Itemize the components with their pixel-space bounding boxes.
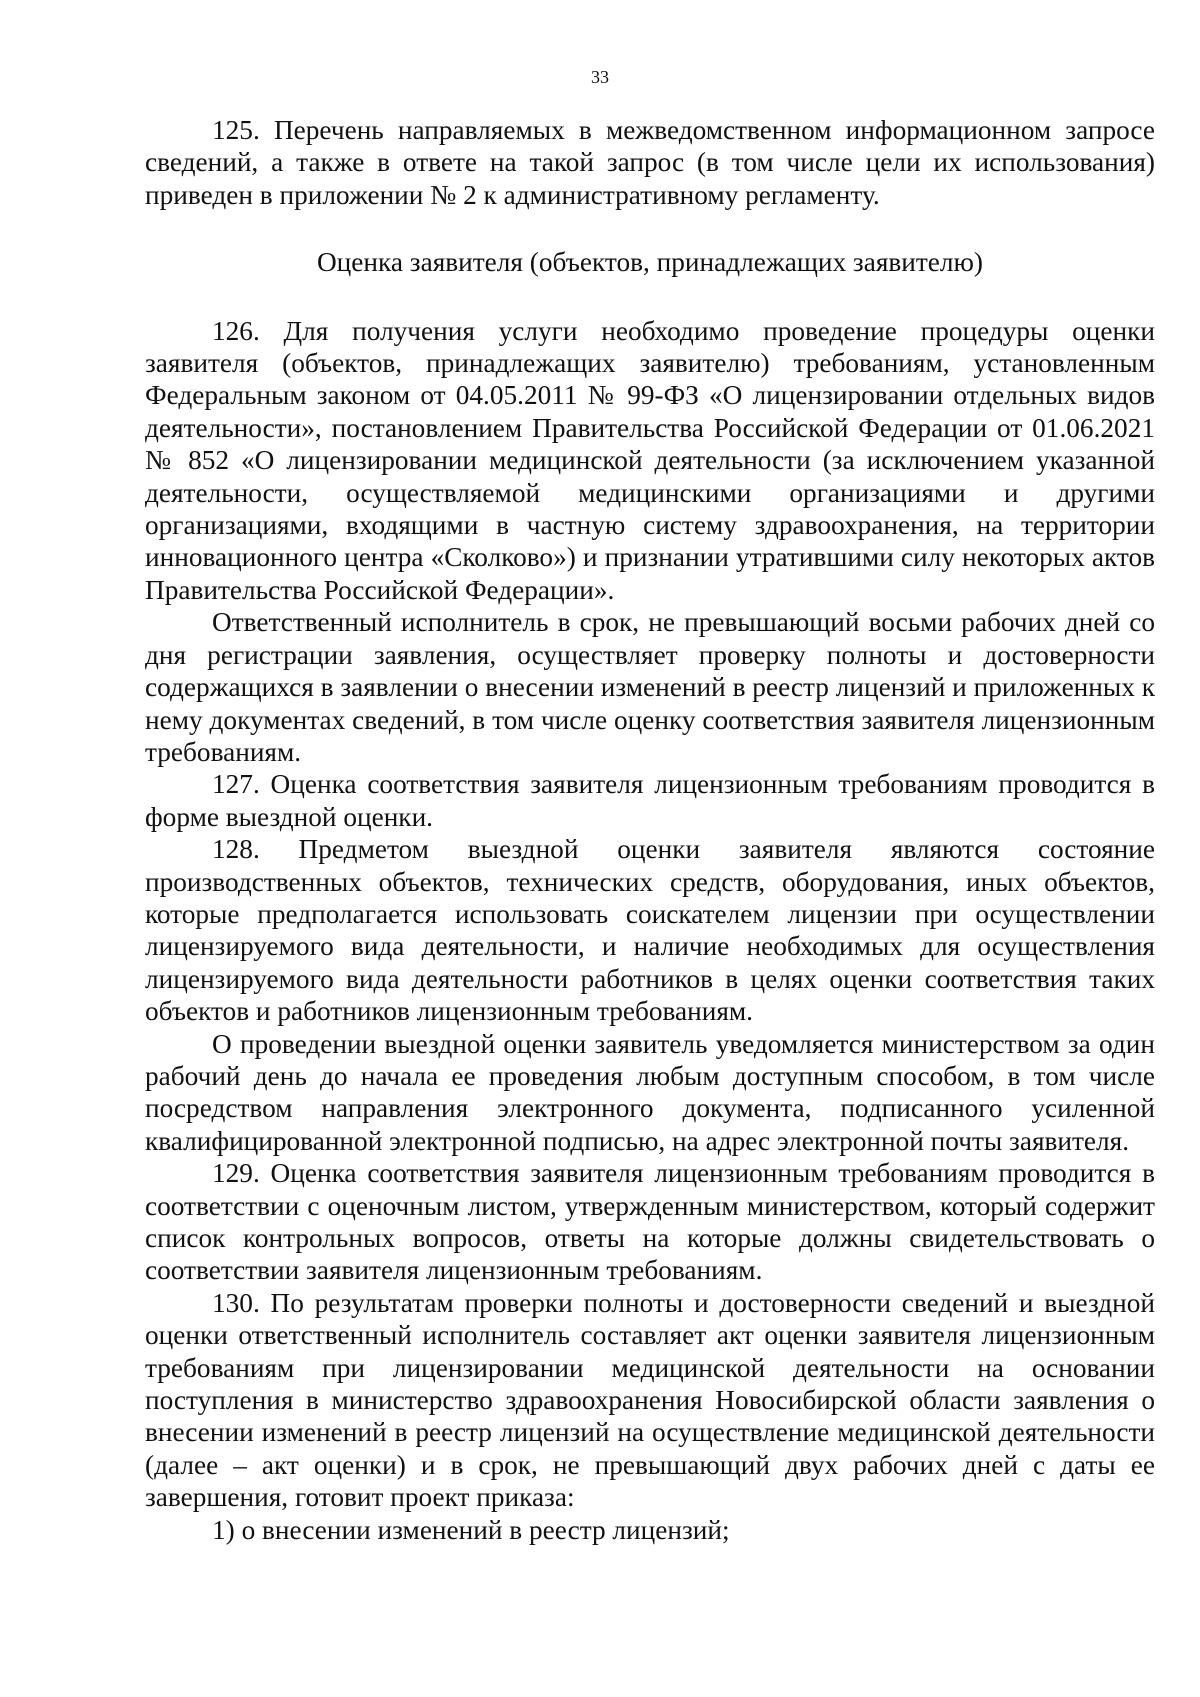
paragraph-125: 125. Перечень направляемых в межведомственном информационном запросе сведений, а также в ответе на такой запрос (в том числе цели их использования) приведен в приложении № 2 к административному регламенту. [145,115,1155,210]
paragraph-127: 127. Оценка соответствия заявителя лицензионным требованиям проводится в форме выездной оценки. [145,769,1155,832]
paragraph-130: 130. По результатам проверки полноты и достоверности сведений и выездной оценки ответственный исполнитель составляет акт оценки заявителя лицензионным требованиям при лицензировании медицинской деятельности на основании поступления в министерство здравоохранения Новосибирской области заявления о внесении изменений в реестр лицензий на осуществление медицинской деятельности (далее – акт оценки) и в срок, не превышающий двух рабочих дней с даты ее завершения, готовит проект приказа: [145,1287,1155,1513]
page-number: 33 [591,67,609,87]
paragraph-128: 128. Предметом выездной оценки заявителя являются состояние производственных объектов, технических средств, оборудования, иных объектов, которые предполагается использовать соискателем лицензии при осуществлении лицензируемого вида деятельности, и наличие необходимых для осуществления лицензируемого вида деятельности работников в целях оценки соответствия таких объектов и работников лицензионным требованиям. [145,834,1155,1027]
document-body [145,114,1155,1546]
paragraph-129: 129. Оценка соответствия заявителя лицензионным требованиям проводится в соответствии с оценочным листом, утвержденным министерством, который содержит список контрольных вопросов, ответы на которые должны свидетельствовать о соответствии заявителя лицензионным требованиям. [145,1158,1155,1286]
paragraph-126-continued: Ответственный исполнитель в срок, не превышающий восьми рабочих дней со дня регистрации заявления, осуществляет проверку полноты и достоверности содержащихся в заявлении о внесении изменений в реестр лицензий и приложенных к нему документах сведений, в том числе оценку соответствия заявителя лицензионным требованиям. [145,607,1155,767]
paragraph-128-continued: О проведении выездной оценки заявитель уведомляется министерством за один рабочий день до начала ее проведения любым доступным способом, в том числе посредством направления электронного документа, подписанного усиленной квалифицированной электронной подписью, на адрес электронной почты заявителя. [145,1028,1155,1156]
paragraph-126: 126. Для получения услуги необходимо проведение процедуры оценки заявителя (объектов, принадлежащих заявителю) требованиям, установленным Федеральным законом от 04.05.2011 № 99-ФЗ «О лицензировании отдельных видов деятельности», постановлением Правительства Российской Федерации от 01.06.2021 № 852 «О лицензировании медицинской деятельности (за исключением указанной деятельности, осуществляемой медицинскими организациями и другими организациями, входящими в частную систему здравоохранения, на территории инновационного центра «Сколково») и признании утратившими силу некоторых актов Правительства Российской Федерации». [145,315,1155,605]
section-heading: Оценка заявителя (объектов, принадлежащих заявителю) [316,247,984,278]
list-item-1: 1) о внесении изменений в реестр лицензий; [212,1514,730,1545]
